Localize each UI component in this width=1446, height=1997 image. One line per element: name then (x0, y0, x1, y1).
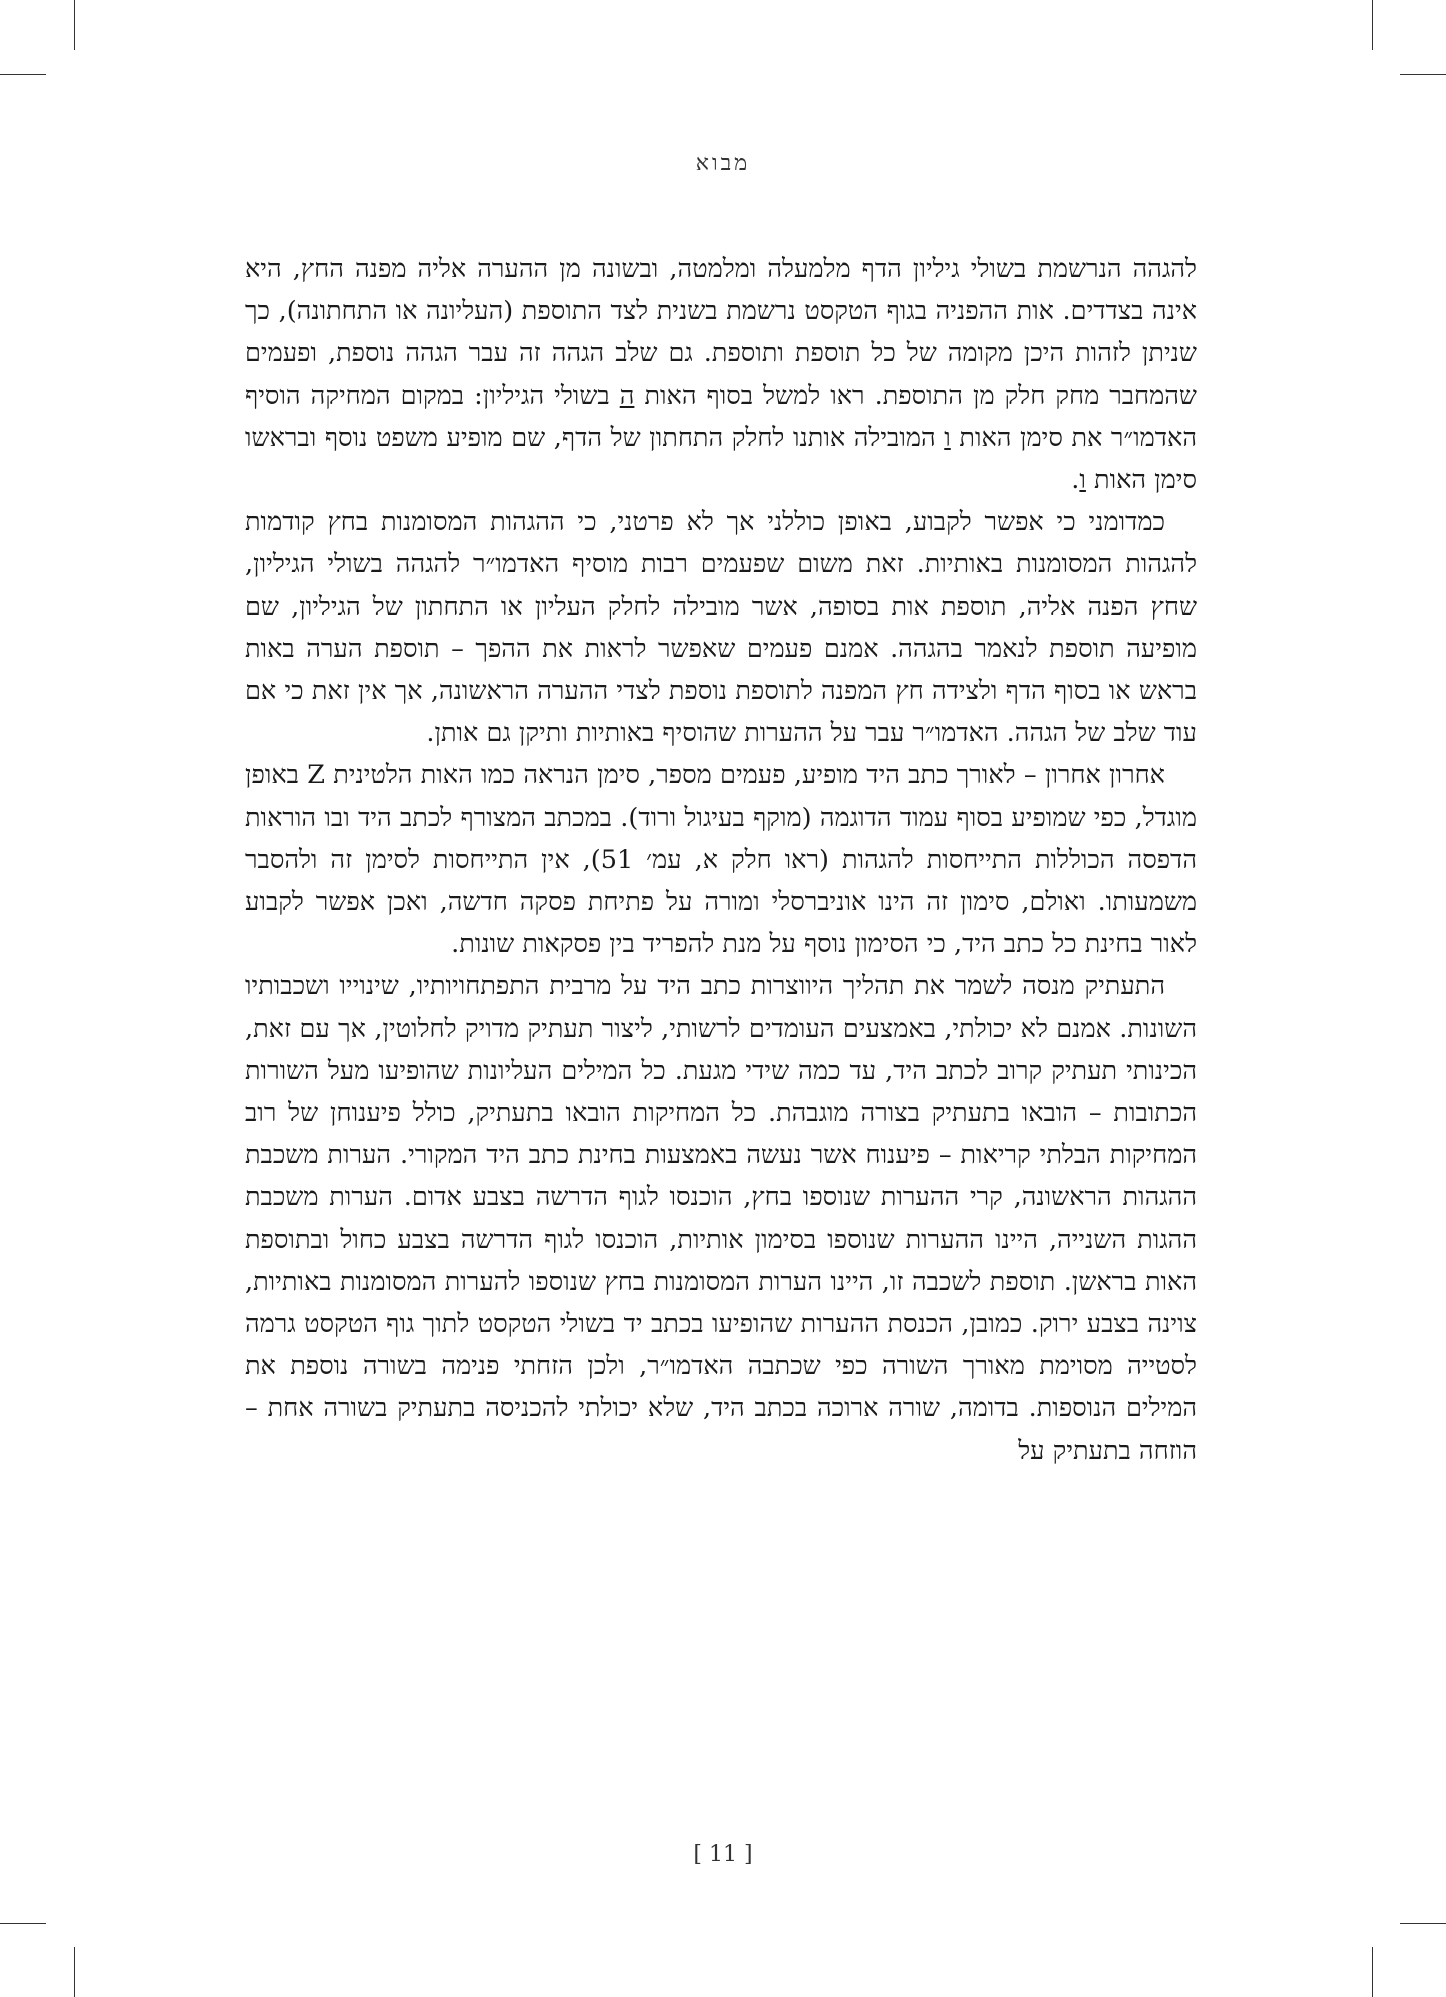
crop-mark-top-right (1372, 0, 1373, 50)
paragraph-1-text-b: בשולי הגיליון: במקום המחיקה הוסיף האדמו״ר את סימן האות (245, 380, 1198, 453)
paragraph-4: התעתיק מנסה לשמר את תהליך היווצרות כתב היד על מרבית התפתחויותיו, שינוייו ושכבותיו השונות. אמנם לא יכולתי, באמצעים העומדים לרשותי, ליצור תעתיק מדויק לחלוטין, אך עם זאת, הכינותי תעתיק קרוב לכתב היד, עד כמה שידי מגעת. כל המילים העליונות שהופיעו מעל השורות הכתובות – הובאו בתעתיק בצורה מוגבהת. כל המחיקות הובאו בתעתיק, כולל פיענוחן של רוב המחיקות הבלתי קריאות – פיענוח אשר נעשה באמצעות בחינת כתב היד המקורי. הערות משכבת ההגהות הראשונה, קרי ההערות שנוספו בחץ, הוכנסו לגוף הדרשה בצבע אדום. הערות משכבת ההגות השנייה, היינו ההערות שנוספו בסימון אותיות, הוכנסו לגוף הדרשה בצבע כחול ובתוספת האות בראשן. תוספת לשכבה זו, היינו הערות המסומנות בחץ שנוספו להערות המסומנות באותיות, צוינה בצבע ירוק. כמובן, הכנסת ההערות שהופיעו בכתב יד בשולי הטקסט לתוך גוף הטקסט גרמה לסטייה מסוימת מאורך השורה כפי שכתבה האדמו״ר, ולכן הזחתי פנימה בשורה נוספת את המילים הנוספות. בדומה, שורה ארוכה בכתב היד, שלא יכולתי להכניסה בתעתיק בשורה אחת – הוזחה בתעתיק על (245, 971, 1197, 1466)
crop-mark-top-right-h (1400, 74, 1446, 75)
page-number: [ 11 ] (693, 1842, 753, 1867)
paragraph-1-text-c: המובילה אותנו לחלק התחתון של הדף, שם מופיע משפט נוסף ובראשו סימן האות (245, 422, 1197, 496)
paragraph-1-text: להגהה הנרשמת בשולי גיליון הדף מלמעלה ומלמטה, ובשונה מן ההערה אליה מפנה החץ, היא אינה בצדדים. אות ההפניה בגוף הטקסט נרשמת בשנית לצד התוספת (העליונה או התחתונה), כך שניתן לזהות היכן מקומה של כל תוספת ותוספת. גם שלב הגהה זה עבר הגהה נוספת, ופעמים שהמחבר מחק חלק מן התוספת. ראו למשל בסוף האות (245, 254, 1197, 411)
paragraph-1 (245, 248, 1197, 501)
body-text (245, 248, 1197, 1472)
letter-he-marker: ה (619, 380, 635, 411)
letter-vav-marker-2: ו (1079, 465, 1086, 496)
running-head: מבוא (695, 151, 751, 176)
crop-mark-top-left (74, 0, 75, 50)
letter-vav-marker: ו (944, 422, 951, 453)
crop-mark-bottom-left-h (0, 1923, 46, 1924)
paragraph-3: אחרון אחרון – לאורך כתב היד מופיע, פעמים מספר, סימן הנראה כמו האות הלטינית Z באופן מוגדל, כפי שמופיע בסוף עמוד הדוגמה (מוקף בעיגול ורוד). במכתב המצורף לכתב היד ובו הוראות הדפסה הכוללות התייחסות להגהות (ראו חלק א, עמ׳ 51), אין התייחסות לסימן זה ולהסבר משמעותו. ואולם, סימון זה הינו אוניברסלי ומורה על פתיחת פסקה חדשה, ואכן אפשר לקבוע לאור בחינת כל כתב היד, כי הסימון נוסף על מנת להפריד בין פסקאות שונות. (245, 760, 1197, 960)
crop-mark-bottom-right-h (1400, 1923, 1446, 1924)
paragraph-2: כמדומני כי אפשר לקבוע, באופן כוללני אך לא פרטני, כי ההגהות המסומנות בחץ קודמות להגהות המסומנות באותיות. זאת משום שפעמים רבות מוסיף האדמו״ר להגהה בשולי הגיליון, שחץ הפנה אליה, תוספת אות בסופה, אשר מובילה לחלק העליון או התחתון של הגיליון, שם מופיעה תוספת לנאמר בהגהה. אמנם פעמים שאפשר לראות את ההפך – תוספת הערה באות בראש או בסוף הדף ולצידה חץ המפנה לתוספת נוספת לצדי ההערה הראשונה, אך אין זאת כי אם עוד שלב של הגהה. האדמו״ר עבר על ההערות שהוסיף באותיות ותיקן גם אותן. (245, 507, 1197, 749)
crop-mark-bottom-right (1372, 1947, 1373, 1997)
paragraph-1-text-d: . (1071, 465, 1080, 496)
crop-mark-top-left-h (0, 74, 46, 75)
crop-mark-bottom-left (74, 1947, 75, 1997)
